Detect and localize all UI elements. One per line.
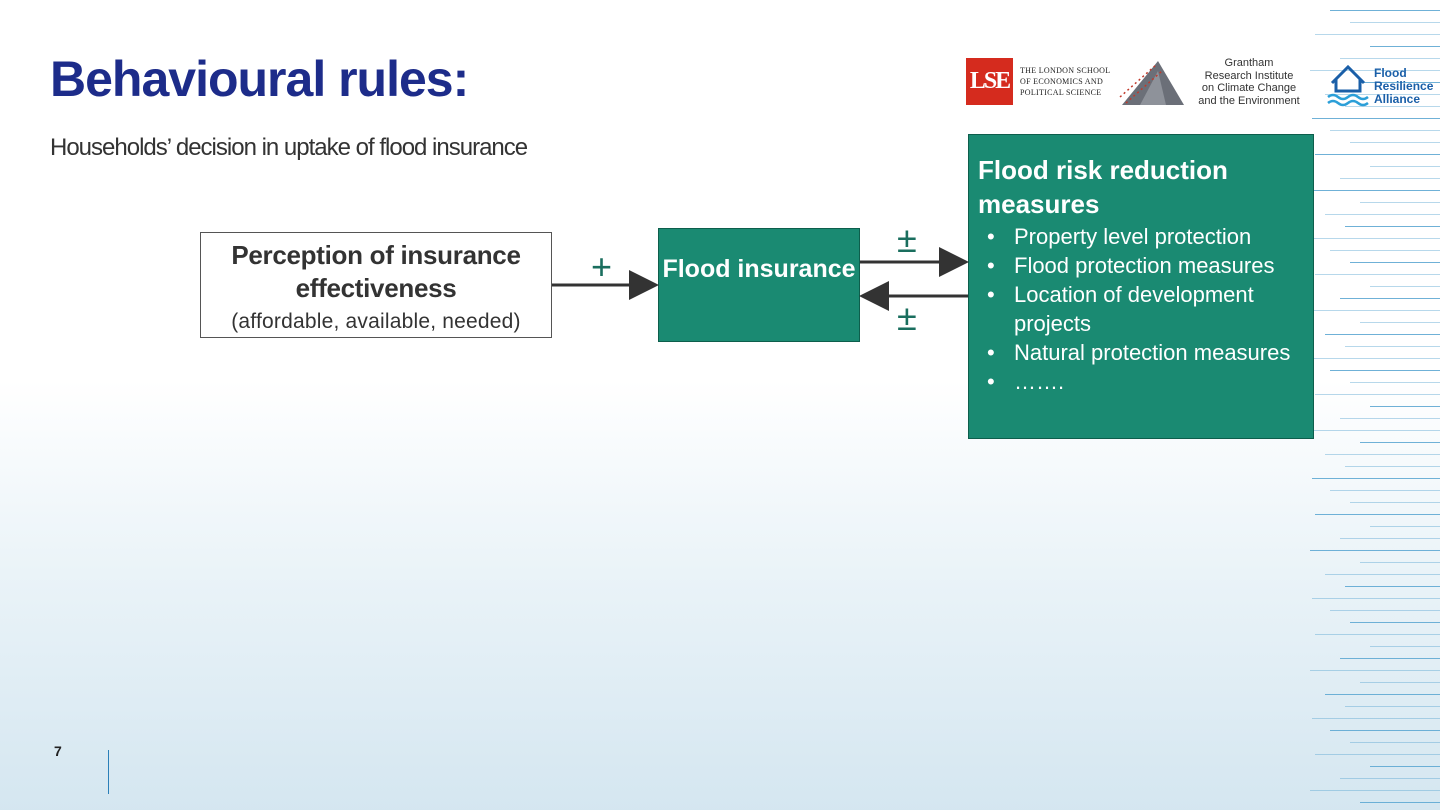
link-sign-2: ± <box>897 219 917 260</box>
slide-title: Behavioural rules: <box>50 51 469 107</box>
lse-logo-icon: LSE <box>966 58 1013 105</box>
list-item: • Location of development projects <box>987 282 1254 336</box>
fra-logo-text: Flood Resilience Alliance <box>1374 66 1434 106</box>
list-item: • Natural protection measures <box>987 340 1291 365</box>
grantham-logo-text: Grantham Research Institute on Climate Change and the Environment <box>1198 57 1300 107</box>
perception-title: Perception of insurance effectiveness <box>231 240 521 303</box>
insurance-label: Flood insurance <box>662 255 856 283</box>
list-item: • Flood protection measures <box>987 253 1275 278</box>
slide-number: 7 <box>54 743 62 759</box>
risk-reduction-heading: Flood risk reduction measures <box>978 155 1228 219</box>
slide-subtitle: Households’ decision in uptake of flood insurance <box>50 134 528 161</box>
list-item: • Property level protection <box>987 224 1252 249</box>
lse-logo-text: THE LONDON SCHOOL OF ECONOMICS AND POLITICAL SCIENCE <box>1020 66 1111 97</box>
list-item: • ……. <box>987 369 1065 394</box>
link-sign-1: + <box>591 246 613 287</box>
perception-note: (affordable, available, needed) <box>231 310 521 333</box>
link-sign-3: ± <box>897 297 917 338</box>
